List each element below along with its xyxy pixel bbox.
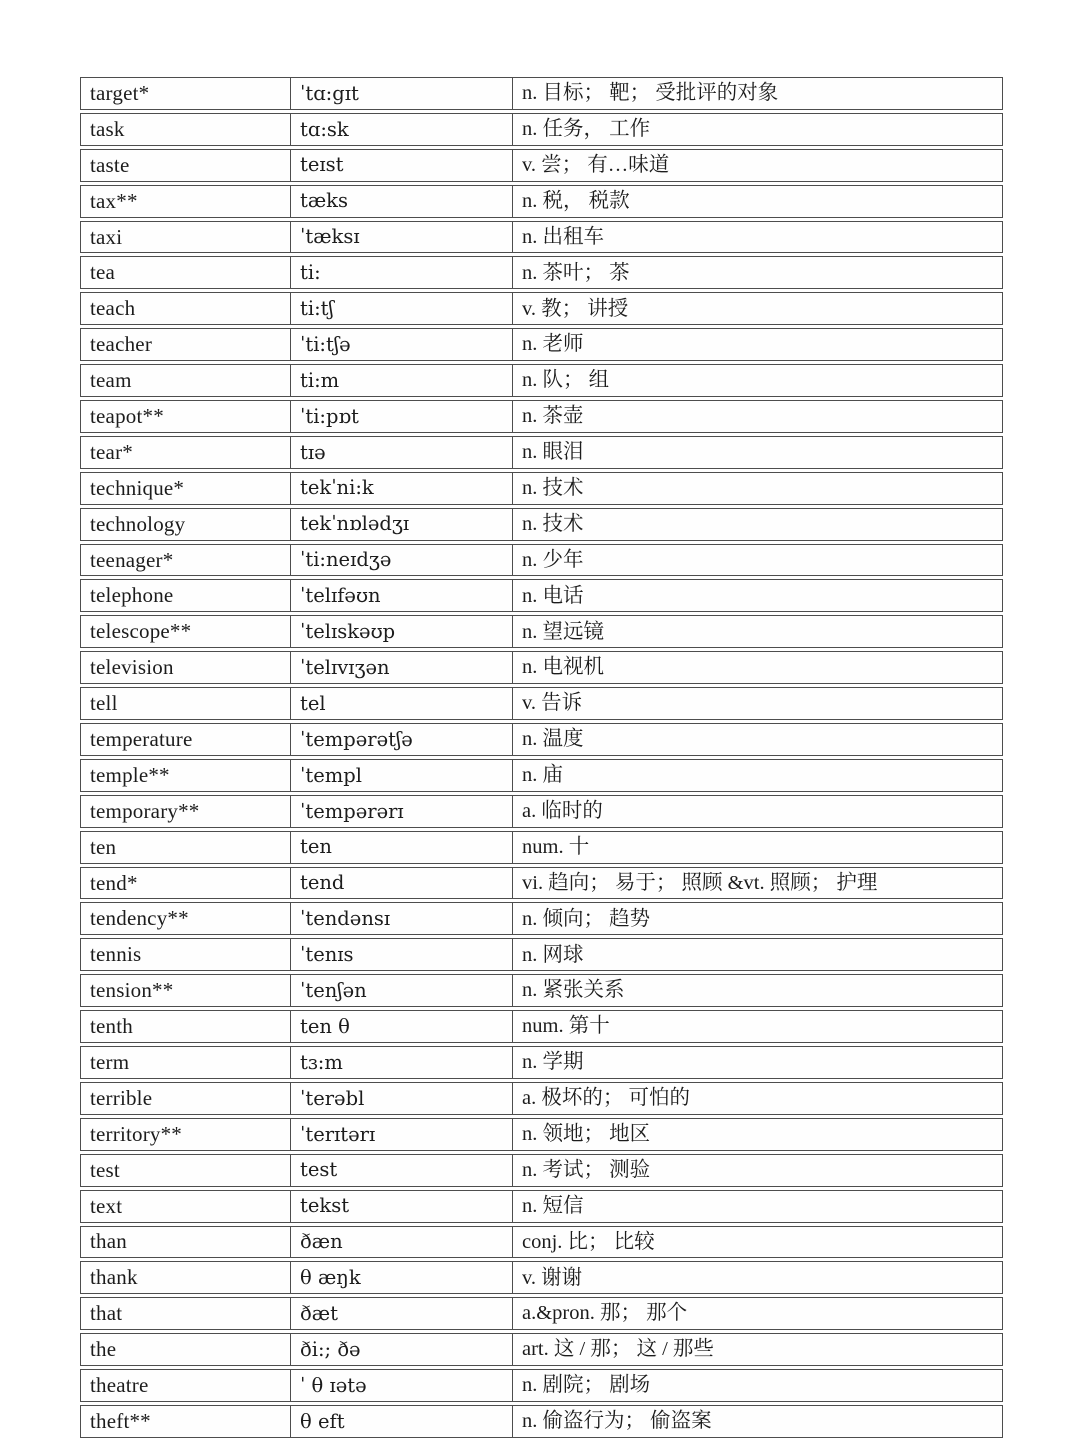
phonetic-cell: ti:m	[291, 365, 513, 396]
phonetic-cell: ˈtempl	[291, 760, 513, 791]
table-row	[80, 544, 1003, 577]
table-row	[80, 221, 1003, 254]
vocabulary-table	[80, 77, 1003, 1441]
phonetic-cell: ˈti:neɪdʒə	[291, 545, 513, 576]
definition-cell: n. 偷盗行为； 偷盗案	[522, 1410, 712, 1433]
table-row	[80, 1046, 1003, 1079]
definition-cell: n. 网球	[522, 943, 584, 966]
definition-cell: num. 十	[522, 835, 590, 858]
phonetic-cell: θ æŋk	[291, 1262, 513, 1293]
definition-cell: v. 告诉	[522, 692, 583, 715]
table-row	[80, 472, 1003, 505]
phonetic-cell: ˈti:tʃə	[291, 329, 513, 360]
phonetic-cell: tɜ:m	[291, 1047, 513, 1078]
definition-cell: n. 电视机	[522, 656, 604, 679]
phonetic-cell: ˈtelɪfəʊn	[291, 580, 513, 611]
word-cell: tendency**	[81, 903, 291, 934]
phonetic-cell: tɑ:sk	[291, 114, 513, 145]
word-cell: technique*	[81, 473, 291, 504]
phonetic-cell: ðæt	[291, 1298, 513, 1329]
table-row	[80, 185, 1003, 218]
phonetic-cell: tend	[291, 868, 513, 899]
definition-cell: vi. 趋向； 易于； 照顾 &vt. 照顾； 护理	[522, 871, 878, 894]
word-cell: teapot**	[81, 401, 291, 432]
word-cell: test	[81, 1155, 291, 1186]
phonetic-cell: test	[291, 1155, 513, 1186]
phonetic-cell: ti:tʃ	[291, 293, 513, 324]
definition-cell: a. 临时的	[522, 800, 603, 822]
word-cell: that	[81, 1298, 291, 1329]
word-cell: theatre	[81, 1370, 291, 1401]
phonetic-cell: ˈtempərərɪ	[291, 796, 513, 827]
table-row	[80, 974, 1003, 1007]
definition-cell: n. 茶叶； 茶	[522, 261, 630, 284]
definition-cell: num. 第十	[522, 1015, 610, 1038]
table-row	[80, 1297, 1003, 1330]
phonetic-cell: ˈterəbl	[291, 1083, 513, 1114]
definition-cell: n. 队； 组	[522, 369, 610, 392]
word-cell: team	[81, 365, 291, 396]
table-row	[80, 759, 1003, 792]
definition-cell: n. 老师	[522, 333, 584, 356]
table-row	[80, 328, 1003, 361]
word-cell: ten	[81, 832, 291, 863]
table-row	[80, 1369, 1003, 1402]
word-cell: temporary**	[81, 796, 291, 827]
word-cell: teach	[81, 293, 291, 324]
table-row	[80, 292, 1003, 325]
definition-cell: n. 庙	[522, 764, 563, 787]
word-cell: teacher	[81, 329, 291, 360]
word-cell: tea	[81, 257, 291, 288]
table-row	[80, 1190, 1003, 1223]
definition-cell: v. 谢谢	[522, 1266, 583, 1289]
word-cell: thank	[81, 1262, 291, 1293]
table-row	[80, 400, 1003, 433]
definition-cell: n. 电话	[522, 584, 584, 607]
definition-cell: n. 技术	[522, 476, 584, 499]
phonetic-cell: tekˈni:k	[291, 473, 513, 504]
phonetic-cell: ˈtendənsɪ	[291, 903, 513, 934]
word-cell: temple**	[81, 760, 291, 791]
table-row	[80, 795, 1003, 828]
word-cell: tension**	[81, 975, 291, 1006]
table-row	[80, 831, 1003, 864]
word-cell: task	[81, 114, 291, 145]
phonetic-cell: ˈtɑ:gɪt	[291, 78, 513, 109]
definition-cell: v. 教； 讲授	[522, 297, 629, 320]
definition-cell: n. 少年	[522, 548, 584, 571]
word-cell: tear*	[81, 437, 291, 468]
phonetic-cell: ðæn	[291, 1227, 513, 1258]
phonetic-cell: ˈtæksɪ	[291, 222, 513, 253]
definition-cell: n. 技术	[522, 512, 584, 535]
phonetic-cell: ˈ θ ɪətə	[291, 1370, 513, 1401]
definition-cell: v. 尝； 有…味道	[522, 153, 670, 176]
word-cell: telephone	[81, 580, 291, 611]
table-row	[80, 615, 1003, 648]
definition-cell: n. 倾向； 趋势	[522, 907, 651, 930]
table-row	[80, 436, 1003, 469]
word-cell: tend*	[81, 868, 291, 899]
word-cell: tax**	[81, 186, 291, 217]
phonetic-cell: ˈtenʃən	[291, 975, 513, 1006]
definition-cell: n. 望远镜	[522, 620, 604, 643]
word-cell: text	[81, 1191, 291, 1222]
definition-cell: conj. 比； 比较	[522, 1230, 655, 1253]
definition-cell: n. 税， 税款	[522, 189, 630, 212]
table-row	[80, 687, 1003, 720]
definition-cell: n. 领地； 地区	[522, 1123, 651, 1146]
word-cell: territory**	[81, 1119, 291, 1150]
table-row	[80, 113, 1003, 146]
table-row	[80, 1010, 1003, 1043]
word-cell: taxi	[81, 222, 291, 253]
phonetic-cell: tɪə	[291, 437, 513, 468]
phonetic-cell: ˈtempərətʃə	[291, 724, 513, 755]
word-cell: technology	[81, 509, 291, 540]
word-cell: terrible	[81, 1083, 291, 1114]
word-cell: taste	[81, 150, 291, 181]
word-cell: tennis	[81, 939, 291, 970]
definition-cell: n. 学期	[522, 1051, 584, 1074]
table-row	[80, 1405, 1003, 1438]
table-row	[80, 651, 1003, 684]
definition-cell: n. 剧院； 剧场	[522, 1374, 651, 1397]
word-cell: teenager*	[81, 545, 291, 576]
phonetic-cell: ˈterɪtərɪ	[291, 1119, 513, 1150]
table-row	[80, 1261, 1003, 1294]
definition-cell: art. 这 / 那； 这 / 那些	[522, 1338, 714, 1361]
table-row	[80, 938, 1003, 971]
phonetic-cell: ti:	[291, 257, 513, 288]
phonetic-cell: tæks	[291, 186, 513, 217]
definition-cell: n. 目标； 靶； 受批评的对象	[522, 82, 779, 105]
table-row	[80, 902, 1003, 935]
definition-cell: n. 眼泪	[522, 441, 584, 464]
table-row	[80, 364, 1003, 397]
word-cell: than	[81, 1227, 291, 1258]
phonetic-cell: tel	[291, 688, 513, 719]
table-row	[80, 867, 1003, 900]
table-row	[80, 1333, 1003, 1366]
table-row	[80, 1082, 1003, 1115]
table-row	[80, 1118, 1003, 1151]
table-row	[80, 256, 1003, 289]
definition-cell: n. 紧张关系	[522, 979, 625, 1002]
phonetic-cell: ˈti:pɒt	[291, 401, 513, 432]
word-cell: term	[81, 1047, 291, 1078]
phonetic-cell: ten	[291, 832, 513, 863]
definition-cell: a. 极坏的； 可怕的	[522, 1087, 690, 1110]
table-row	[80, 77, 1003, 110]
table-row	[80, 508, 1003, 541]
word-cell: television	[81, 652, 291, 683]
phonetic-cell: ˈtenɪs	[291, 939, 513, 970]
word-cell: theft**	[81, 1406, 291, 1437]
phonetic-cell: ˈtelɪvɪʒən	[291, 652, 513, 683]
definition-cell: n. 温度	[522, 728, 584, 751]
table-row	[80, 149, 1003, 182]
phonetic-cell: ten θ	[291, 1011, 513, 1042]
phonetic-cell: θ eft	[291, 1406, 513, 1437]
definition-cell: n. 考试； 测验	[522, 1158, 651, 1181]
definition-cell: a.&pron. 那； 那个	[522, 1302, 688, 1325]
table-row	[80, 1154, 1003, 1187]
table-row	[80, 579, 1003, 612]
definition-cell: n. 出租车	[522, 225, 604, 248]
word-cell: target*	[81, 78, 291, 109]
phonetic-cell: teɪst	[291, 150, 513, 181]
definition-cell: n. 茶壶	[522, 405, 584, 428]
word-cell: temperature	[81, 724, 291, 755]
table-row	[80, 723, 1003, 756]
phonetic-cell: ˈtelɪskəʊp	[291, 616, 513, 647]
word-cell: tell	[81, 688, 291, 719]
word-cell: telescope**	[81, 616, 291, 647]
table-row	[80, 1226, 1003, 1259]
phonetic-cell: tekˈnɒlədʒɪ	[291, 509, 513, 540]
word-cell: the	[81, 1334, 291, 1365]
phonetic-cell: tekst	[291, 1191, 513, 1222]
definition-cell: n. 短信	[522, 1194, 584, 1217]
phonetic-cell: ði:; ðə	[291, 1334, 513, 1365]
definition-cell: n. 任务， 工作	[522, 118, 651, 141]
word-cell: tenth	[81, 1011, 291, 1042]
